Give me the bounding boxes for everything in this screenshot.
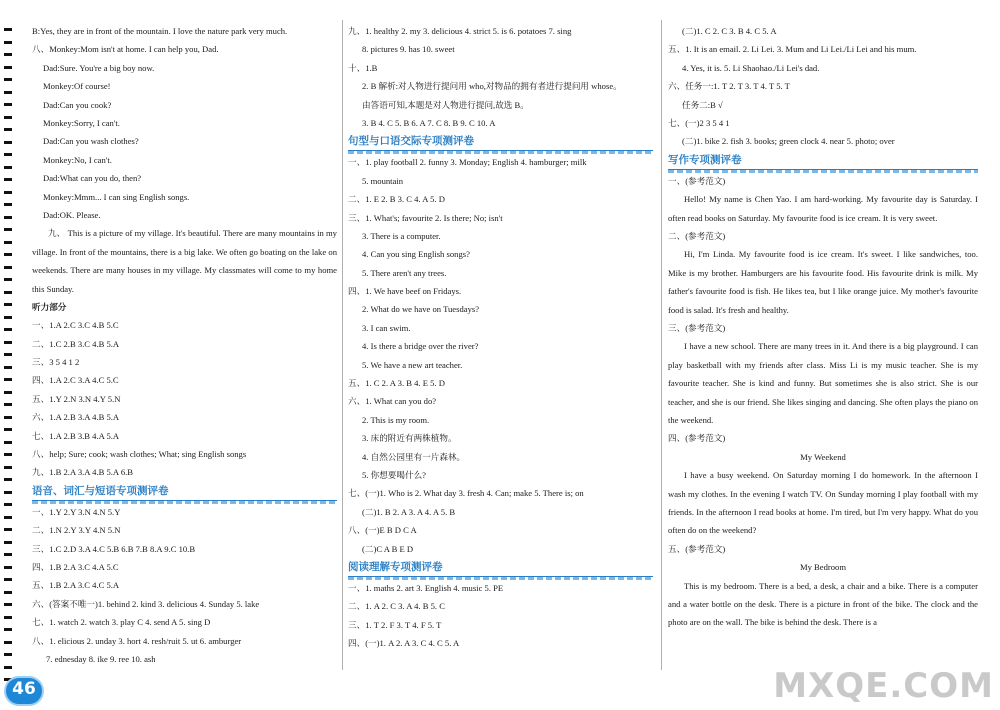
answer-line: 四、1.A 2.C 3.A 4.C 5.C xyxy=(32,375,119,386)
answer-line: 十、1.B xyxy=(348,62,378,73)
binding-mark xyxy=(4,141,12,144)
section-title-text: 阅读理解专项测评卷 xyxy=(348,560,443,573)
binding-mark xyxy=(4,266,12,269)
answer-line: 六、任务一:1. T 2. T 3. T 4. T 5. T xyxy=(668,81,790,92)
answer-line: 六、(答案不唯一)1. behind 2. kind 3. delicious 4. Sunday 5. lake xyxy=(32,598,260,609)
binding-mark xyxy=(4,166,12,169)
answer-line: 2. What do we have on Tuesdays? xyxy=(362,304,480,315)
answer-column-3 xyxy=(668,22,978,632)
essay-text: I have a new school. There are many trees in it. And there is a big playground. I can play basketball with my friends after class. Miss Li is my music teacher. She is my favourite teacher. She is kind and funny. But sometimes she is also strict. She is our teacher, and she is our friend. She likes singing and dancing. She often plays the piano on the weekend. xyxy=(668,341,978,425)
binding-mark xyxy=(4,603,12,606)
binding-mark xyxy=(4,341,12,344)
answer-line: 二、1. E 2. B 3. C 4. A 5. D xyxy=(348,194,445,205)
answer-line: 七、(一)1. Who is 2. What day 3. fresh 4. Can; make 5. There is; on xyxy=(348,488,584,499)
answer-line: 4. Yes, it is. 5. Li Shaohao./Li Lei's dad. xyxy=(682,62,820,73)
answer-line: 4. 自然公园里有一片森林。 xyxy=(362,451,466,462)
answer-line: 七、(一)2 3 5 4 1 xyxy=(668,117,730,128)
sentence-answers-block xyxy=(348,153,653,558)
answer-line: (二)1. C 2. C 3. B 4. C 5. A xyxy=(682,26,777,36)
binding-mark xyxy=(4,391,12,394)
binding-mark xyxy=(4,178,12,181)
answer-line: 五、1.Y 2.N 3.N 4.Y 5.N xyxy=(32,393,121,404)
dialogue-line: Monkey:Sorry, I can't. xyxy=(43,117,120,128)
binding-mark xyxy=(4,41,12,44)
binding-mark xyxy=(4,28,12,31)
binding-mark xyxy=(4,191,12,194)
column-divider-1 xyxy=(342,20,343,670)
binding-mark xyxy=(4,566,12,569)
dialogue-line: B:Yes, they are in front of the mountain. I love the nature park very much. xyxy=(32,26,288,36)
binding-mark xyxy=(4,328,12,331)
section-title-underline xyxy=(32,501,337,504)
section-title-phonics-vocab xyxy=(32,483,337,501)
dialogue-line: Dad:OK. Please. xyxy=(43,209,101,220)
answer-line: 5. We have a new art teacher. xyxy=(362,359,463,370)
essay-label: 二、(参考范文) xyxy=(668,230,726,241)
binding-mark xyxy=(4,353,12,356)
binding-mark xyxy=(4,403,12,406)
essay-label: 四、(参考范文) xyxy=(668,433,726,444)
dialogue-line: 八、Monkey:Mom isn't at home. I can help you, Dad. xyxy=(32,44,219,55)
answer-column-2 xyxy=(348,22,653,653)
answer-line: 3. There is a computer. xyxy=(362,230,441,241)
answer-line: 七、1. watch 2. watch 3. play C 4. send A 5. sing D xyxy=(32,617,211,628)
section-title-text: 语音、词汇与短语专项测评卷 xyxy=(32,484,169,497)
answer-line: 九、1.B 2.A 3.A 4.B 5.A 6.B xyxy=(32,467,133,478)
para-label: 九、 xyxy=(48,228,66,239)
binding-mark xyxy=(4,303,12,306)
answer-line: 八、help; Sure; cook; wash clothes; What; sing English songs xyxy=(32,449,247,460)
binding-mark xyxy=(4,553,12,556)
answer-line: 3. I can swim. xyxy=(362,322,411,333)
answer-line: 5. mountain xyxy=(362,175,404,186)
sample-essays-block xyxy=(668,172,978,632)
essay-heading: My Weekend xyxy=(800,451,846,462)
binding-mark xyxy=(4,128,12,131)
answer-line: 三、1. T 2. F 3. T 4. F 5. T xyxy=(348,619,442,630)
answer-line: (二)1. B 2. A 3. A 4. A 5. B xyxy=(362,506,456,517)
binding-mark xyxy=(4,66,12,69)
essay-heading: My Bedroom xyxy=(799,562,847,573)
answer-line: 九、1. healthy 2. my 3. delicious 4. strict 5. is 6. potatoes 7. sing xyxy=(348,26,572,36)
section-title-sentences xyxy=(348,133,653,151)
answer-line: 3. 床的附近有两株植物。 xyxy=(362,433,457,444)
binding-mark xyxy=(4,478,12,481)
watermark: MXQE.COM xyxy=(773,666,994,706)
binding-mark xyxy=(4,516,12,519)
answer-line: 4. Is there a bridge over the river? xyxy=(362,341,479,352)
binding-mark xyxy=(4,528,12,531)
answer-line: 七、1.A 2.B 3.B 4.A 5.A xyxy=(32,430,120,441)
dialogue-line: Dad:Can you wash clothes? xyxy=(43,136,139,147)
binding-mark xyxy=(4,466,12,469)
binding-mark xyxy=(4,641,12,644)
section-title-underline xyxy=(348,577,653,580)
essay-paragraph-nine xyxy=(32,224,337,298)
answer-line: 三、1. What's; favourite 2. Is there; No; isn't xyxy=(348,212,503,223)
answer-line: 一、1.A 2.C 3.C 4.B 5.C xyxy=(32,320,119,331)
dialogue-line: Monkey:Mmm... I can sing English songs. xyxy=(43,191,190,202)
section-title-underline xyxy=(668,170,978,173)
binding-mark xyxy=(4,78,12,81)
essay-text: Hello! My name is Chen Yao. I am hard-working. My favourite day is Saturday. I often read books on Saturday. My favourite food is ice cream. It is very sweet. xyxy=(668,194,978,223)
dialogue-line: Dad:Can you cook? xyxy=(43,99,112,110)
answer-line: 一、1. maths 2. art 3. English 4. music 5. PE xyxy=(348,582,504,593)
answer-line: 四、(一)1. A 2. A 3. C 4. C 5. A xyxy=(348,638,460,649)
answer-line: 六、1. What can you do? xyxy=(348,396,437,407)
binding-mark xyxy=(4,116,12,119)
binding-mark xyxy=(4,316,12,319)
answer-line: 一、1. play football 2. funny 3. Monday; English 4. hamburger; milk xyxy=(348,157,587,168)
binding-mark xyxy=(4,366,12,369)
dialogue-line: Dad:Sure. You're a big boy now. xyxy=(43,62,155,73)
vocab-answers-continued xyxy=(348,22,653,132)
answer-line: 六、1.A 2.B 3.A 4.B 5.A xyxy=(32,412,120,423)
answer-line: 由答语可知,本题是对人物进行提问,故选 B。 xyxy=(362,99,529,110)
binding-mark xyxy=(4,591,12,594)
binding-mark xyxy=(4,253,12,256)
answer-line: 5. There aren't any trees. xyxy=(362,267,447,278)
binding-mark xyxy=(4,441,12,444)
answer-line: 五、1. C 2. A 3. B 4. E 5. D xyxy=(348,378,445,389)
answer-line: 五、1.B 2.A 3.C 4.C 5.A xyxy=(32,580,120,591)
binding-mark xyxy=(4,616,12,619)
answer-line: 4. Can you sing English songs? xyxy=(362,249,470,260)
listening-answers-block xyxy=(32,316,337,482)
answer-line: 3. B 4. C 5. B 6. A 7. C 8. B 9. C 10. A xyxy=(362,117,496,128)
binding-mark xyxy=(4,91,12,94)
answer-line: 任务二:B √ xyxy=(682,99,723,110)
essay-label: 一、(参考范文) xyxy=(668,175,726,186)
answer-line: 二、1. A 2. C 3. A 4. B 5. C xyxy=(348,601,445,612)
binding-mark xyxy=(4,491,12,494)
answer-line: 三、3 5 4 1 2 xyxy=(32,357,80,368)
section-title-underline xyxy=(348,151,653,154)
binding-mark xyxy=(4,291,12,294)
para-text: This is a picture of my village. It's beautiful. There are many mountains in my village. In front of the mountains, there is a big lake. We often go boating on the lake on weekends. There are many houses in my village. My classmates will come to my home this Sunday. xyxy=(32,228,337,294)
column-divider-2 xyxy=(661,20,662,670)
writing-answers-block xyxy=(32,22,337,224)
answer-line: 三、1.C 2.D 3.A 4.C 5.B 6.B 7.B 8.A 9.C 10.B xyxy=(32,543,196,554)
dialogue-line: Dad:What can you do, then? xyxy=(43,173,142,184)
answer-line: 四、1.B 2.A 3.C 4.A 5.C xyxy=(32,562,119,572)
binding-mark xyxy=(4,203,12,206)
binding-mark xyxy=(4,453,12,456)
answer-line: 五、1. It is an email. 2. Li Lei. 3. Mum and Li Lei./Li Lei and his mum. xyxy=(668,44,917,55)
answer-line: 一、1.Y 2.Y 3.N 4.N 5.Y xyxy=(32,506,121,517)
binding-mark xyxy=(4,103,12,106)
answer-line: 5. 你想要喝什么? xyxy=(362,469,426,480)
binding-mark xyxy=(4,153,12,156)
binding-mark xyxy=(4,378,12,381)
answer-line: 八、(一)E B D C A xyxy=(348,525,417,536)
essay-label: 三、(参考范文) xyxy=(668,322,726,333)
essay-text: This is my bedroom. There is a bed, a desk, a chair and a bike. There is a computer and a water bottle on the desk. There is a picture in front of the bike. The clock and the photo are on the wall. The bike is behind the desk. There is a xyxy=(668,580,978,628)
answer-line: (二)C A B E D xyxy=(362,543,414,554)
section-title-writing xyxy=(668,152,978,170)
page-number: 46 xyxy=(12,679,36,699)
binding-mark xyxy=(4,541,12,544)
reading-answers-block xyxy=(348,579,653,653)
vocab-answers-block xyxy=(32,503,337,669)
binding-mark xyxy=(4,653,12,656)
dialogue-line: Monkey:No, I can't. xyxy=(43,154,112,165)
essay-label: 五、(参考范文) xyxy=(668,543,726,554)
binding-mark xyxy=(4,228,12,231)
listening-title: 听力部分 xyxy=(32,301,67,312)
answer-line: 8. pictures 9. has 10. sweet xyxy=(362,44,455,55)
section-title-reading xyxy=(348,559,653,577)
binding-mark xyxy=(4,278,12,281)
answer-column-1 xyxy=(32,22,337,668)
answer-line: 2. This is my room. xyxy=(362,414,430,425)
binding-mark xyxy=(4,428,12,431)
answer-line: (二)1. bike 2. fish 3. books; green clock 4. near 5. photo; over xyxy=(682,136,895,147)
binding-mark xyxy=(4,503,12,506)
answer-line: 二、1.C 2.B 3.C 4.B 5.A xyxy=(32,338,120,349)
answer-line: 八、1. elicious 2. unday 3. hort 4. resh/ruit 5. ut 6. amburger xyxy=(32,635,242,646)
page-number-badge xyxy=(4,676,44,706)
section-title-text: 写作专项测评卷 xyxy=(668,153,742,166)
answer-line: 7. ednesday 8. ike 9. ree 10. ash xyxy=(46,653,156,664)
binding-mark xyxy=(4,241,12,244)
binding-marks xyxy=(0,0,14,710)
binding-mark xyxy=(4,628,12,631)
answer-line: 四、1. We have beef on Fridays. xyxy=(348,286,462,297)
dialogue-line: Monkey:Of course! xyxy=(43,81,111,92)
essay-text: Hi, I'm Linda. My favourite food is ice cream. It's sweet. I like sandwiches, too. Mike is my brother. Hamburgers are his favourite food. His favourite drink is milk. My father's favourite food is fish. He likes tea, but I like orange juice. My mother's favourite food is salad. It's fresh and healthy. xyxy=(668,249,978,315)
reading-answers-continued xyxy=(668,22,978,151)
binding-mark xyxy=(4,216,12,219)
section-title-text: 句型与口语交际专项测评卷 xyxy=(348,135,474,148)
answer-line: 2. B 解析:对人物进行提问用 who,对物品的拥有者进行提问用 whose。 xyxy=(362,81,622,92)
essay-text: I have a busy weekend. On Saturday morning I do homework. In the afternoon I wash my clothes. In the evening I watch TV. On Sunday morning I play football with my friends. In the afternoon I read books at home. I'm tired, but I'm very happy. What do you often do on the weekend? xyxy=(668,470,978,536)
answer-line: 二、1.N 2.Y 3.Y 4.N 5.N xyxy=(32,525,121,536)
binding-mark xyxy=(4,53,12,56)
binding-mark xyxy=(4,578,12,581)
binding-mark xyxy=(4,416,12,419)
binding-mark xyxy=(4,666,12,669)
